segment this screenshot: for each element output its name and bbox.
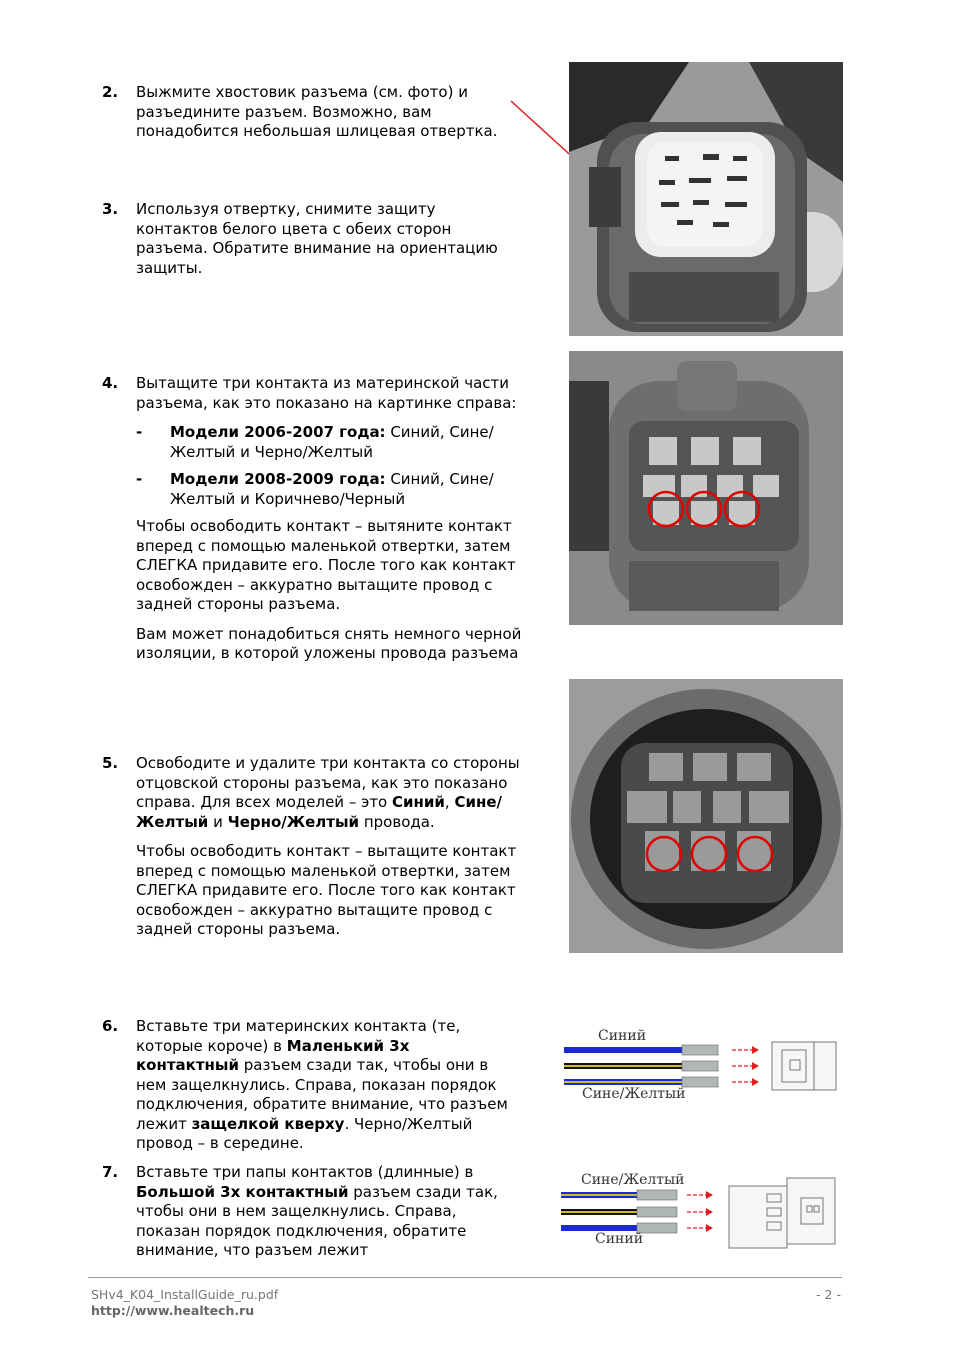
bullet-heading: Модели 2006-2007 года: bbox=[170, 423, 386, 441]
step-7 bbox=[102, 1163, 517, 1271]
footer-left bbox=[91, 1287, 278, 1319]
text-run: разъем сзади так, чтобы они в нем защелкнулись. Справа, показан порядок подключения, обратите внимание, что разъем лежит bbox=[136, 1056, 508, 1133]
bullet-models-2006 bbox=[136, 423, 522, 462]
text-run: Освободите и удалите три контакта со стороны отцовской стороны разъема, как это показано справа. Для всех моделей – это bbox=[136, 754, 520, 811]
text-run: провода. bbox=[359, 812, 435, 831]
step-5 bbox=[102, 754, 522, 950]
wire-label-top: Сине/Желтый bbox=[581, 1172, 685, 1188]
text-run: Вставьте три материнских контакта (те, которые короче) в bbox=[136, 1017, 461, 1055]
step-number: 3. bbox=[102, 200, 119, 218]
wire-name-blue-yellow: Сине/Желтый bbox=[136, 793, 503, 831]
step-paragraph: Чтобы освободить контакт – вытяните контакт вперед с помощью маленькой отвертки, затем СЛЕГКА придавите его. После того как контакт освобожден – аккуратно вытащите провод с задней стороны разъема. bbox=[136, 517, 516, 613]
step-text bbox=[136, 1017, 517, 1154]
step-number: 6. bbox=[102, 1017, 119, 1035]
step-text bbox=[136, 754, 522, 832]
text-run: , bbox=[444, 793, 455, 811]
footer-divider bbox=[88, 1277, 842, 1278]
bullet-text: Синий, Сине/Желтый и Коричнево/Черный bbox=[170, 470, 494, 508]
step-number: 2. bbox=[102, 83, 119, 101]
wire-label-bottom: Сине/Желтый bbox=[582, 1086, 686, 1102]
page-number: - 2 - bbox=[816, 1287, 841, 1302]
wire-label-top: Синий bbox=[598, 1028, 647, 1044]
wiring-diagram-small-connector bbox=[560, 1028, 843, 1103]
bullet-dash: - bbox=[136, 423, 143, 441]
step-text bbox=[136, 1163, 517, 1261]
connector-name: Маленький 3х контактный bbox=[136, 1036, 410, 1074]
footer-url[interactable]: http://www.healtech.ru bbox=[91, 1303, 255, 1318]
step-text: Используя отвертку, снимите защиту контактов белого цвета с обеих сторон разъема. Обратите внимание на ориентацию защиты. bbox=[136, 200, 498, 277]
footer-filename: SHv4_K04_InstallGuide_ru.pdf bbox=[91, 1287, 279, 1302]
connector-photo-latch bbox=[569, 62, 843, 336]
wire-name-blue: Синий bbox=[392, 793, 445, 811]
step-number: 4. bbox=[102, 374, 119, 392]
step-paragraph: Чтобы освободить контакт – вытащите контакт вперед с помощью маленькой отвертки, затем СЛЕГКА придавите его. После того как контакт освобожден – аккуратно вытащите провод с задней стороны разъема. bbox=[136, 842, 517, 938]
connector-name: Большой 3х контактный bbox=[136, 1182, 349, 1201]
wire-label-bottom: Синий bbox=[595, 1231, 644, 1247]
step-3 bbox=[102, 200, 522, 288]
step-text: Вытащите три контакта из материнской части разъема, как это показано на картинке справа: bbox=[136, 374, 517, 412]
bullet-heading: Модели 2008-2009 года: bbox=[170, 470, 386, 488]
step-6 bbox=[102, 1017, 517, 1164]
orientation-note: защелкой кверху bbox=[191, 1114, 345, 1133]
bullet-models-2008 bbox=[136, 470, 522, 509]
text-run: Вставьте три папы контактов (длинные) в bbox=[136, 1163, 474, 1181]
text-run: разъем сзади так, чтобы они в нем защелкнулись. Справа, показан порядок подключения, обратите внимание, что разъем лежит bbox=[136, 1182, 498, 1259]
step-4 bbox=[102, 374, 522, 674]
step-text: Выжмите хвостовик разъема (см. фото) и разъедините разъем. Возможно, вам понадобится небольшая шлицевая отвертка. bbox=[136, 83, 498, 140]
bullet-dash: - bbox=[136, 470, 143, 488]
step-number: 5. bbox=[102, 754, 119, 772]
female-connector-photo bbox=[569, 351, 843, 625]
wiring-diagram-large-connector bbox=[557, 1172, 840, 1250]
wire-name-black-yellow: Черно/Желтый bbox=[227, 812, 360, 831]
step-paragraph: Вам может понадобиться снять немного черной изоляции, в которой уложены провода разъема bbox=[136, 624, 522, 662]
male-connector-photo bbox=[569, 679, 843, 953]
step-2 bbox=[102, 83, 522, 152]
text-run: и bbox=[208, 812, 228, 831]
bullet-text: Синий, Сине/Желтый и Черно/Желтый bbox=[170, 423, 494, 461]
text-run: . Черно/Желтый провод – в середине. bbox=[136, 1114, 473, 1152]
step-number: 7. bbox=[102, 1163, 119, 1181]
